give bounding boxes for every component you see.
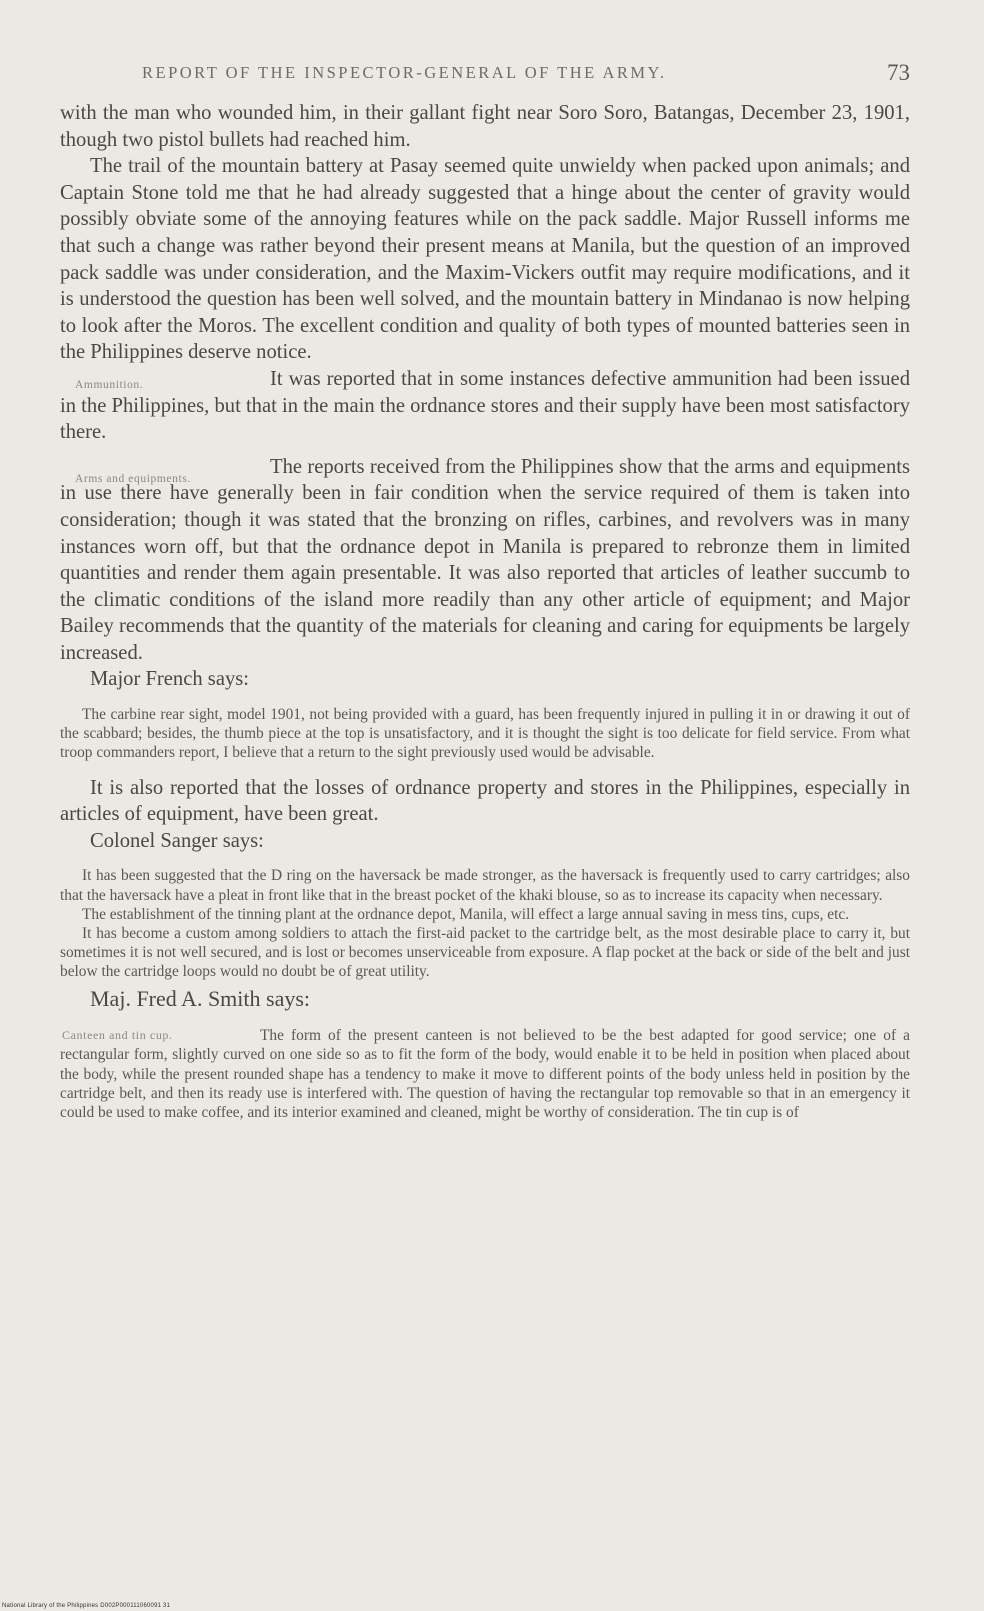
quote-french — [60, 705, 910, 763]
paragraph-losses: It is also reported that the losses of ordnance property and stores in the Philippines, especially in articles of equipment, have been great. — [60, 776, 910, 826]
sidenote-canteen: Canteen and tin cup. — [62, 1028, 173, 1043]
paragraph-ammunition: It was reported that in some instances defective ammunition had been issued in the Philippines, but that in the main the ordnance stores and their supply have been most satisfactory there. — [60, 367, 910, 444]
quote-sanger — [60, 866, 910, 981]
speaker-sanger: Colonel Sanger says: — [90, 829, 264, 852]
paragraph-mountain-battery: The trail of the mountain battery at Pasay seemed quite unwieldy when packed upon animals; and Captain Stone told me that he had already suggested that a hinge about the center of gravity would possibly obviate some of the annoying features while on the pack saddle. Major Russell informs me that such a change was rather beyond their present means at Manila, but the question of an improved pack saddle was under consideration, and the Maxim-Vickers outfit may require modifications, and it is understood the question has been well solved, and the mountain battery in Mindanao is now helping to look after the Moros. The excellent condition and quality of both types of mounted batteries seen in the Philippines deserve notice. — [60, 155, 910, 364]
paragraph-arms-equipments: The reports received from the Philippines show that the arms and equipments in use there have generally been in fair condition when the service required of them is taken into consideration; though it was stated that the bronzing on rifles, carbines, and revolvers was in many instances worn off, but that the ordnance depot in Manila is prepared to rebronze them in limited quantities and render them again presentable. It was also reported that articles of leather succumb to the climatic conditions of the island more readily than any other article of equipment; and Major Bailey recommends that the quantity of the materials for cleaning and caring for equipments be largely increased. — [60, 455, 910, 664]
speaker-smith: Maj. Fred A. Smith says: — [90, 985, 311, 1011]
sidenote-arms-equipments: Arms and equipments. — [75, 472, 191, 485]
scan-footer: National Library of the Philippines D002P000111060091 31 — [2, 1603, 171, 1609]
quote-sanger-paragraph-3: It has become a custom among soldiers to attach the first-aid packet to the cartridge belt, as the most desirable place to carry it, but sometimes it is not well secured, and is lost or becomes unserviceable from exposure. A flap pocket at the back or side of the belt and just below the cartridge loops would no doubt be of great utility. — [60, 925, 910, 981]
quote-sanger-paragraph-2: The establishment of the tinning plant at the ordnance depot, Manila, will effect a large annual saving in mess tins, cups, etc. — [82, 905, 850, 923]
quote-smith — [60, 1026, 910, 1122]
arms-section — [60, 454, 910, 667]
page-header — [60, 60, 910, 90]
quote-sanger-paragraph-1: It has been suggested that the D ring on the haversack be made stronger, as the haversack is frequently used to carry cartridges; also that the haversack have a pleat in front like that in the breast pocket of the khaki blouse, so as to increase its capacity when necessary. — [60, 867, 910, 904]
sidenote-ammunition: Ammunition. — [75, 378, 144, 391]
paragraph-continuation: with the man who wounded him, in their gallant fight near Soro Soro, Batangas, December 23, 1901, though two pistol bullets had reached him. — [60, 102, 910, 151]
page-body — [60, 100, 910, 1126]
quote-french-text: The carbine rear sight, model 1901, not being provided with a guard, has been frequently injured in pulling it in or drawing it out of the scabbard; besides, the thumb piece at the top is unsatisfactory, and it is thought the sight is too delicate for field service. From what troop commanders report, I believe that a return to the sight previously used would be advisable. — [60, 706, 910, 762]
speaker-french: Major French says: — [90, 668, 249, 691]
running-title: REPORT OF THE INSPECTOR-GENERAL OF THE ARMY. — [142, 63, 667, 82]
ammunition-section — [60, 366, 910, 446]
page-number: 73 — [887, 60, 910, 85]
quote-smith-text: The form of the present canteen is not believed to be the best adapted for good service; one of a rectangular form, slightly curved on one side so as to fit the form of the body, would enable it to be held in position when placed about the body, while the present rounded shape has a tendency to make it move to different points of the body unless held in position by the cartridge belt, and then its ready use is interfered with. The question of having the rectangular top removable so that in an emergency it could be used to make coffee, and its interior examined and cleaned, might be worthy of consideration. The tin cup is of — [60, 1027, 910, 1122]
